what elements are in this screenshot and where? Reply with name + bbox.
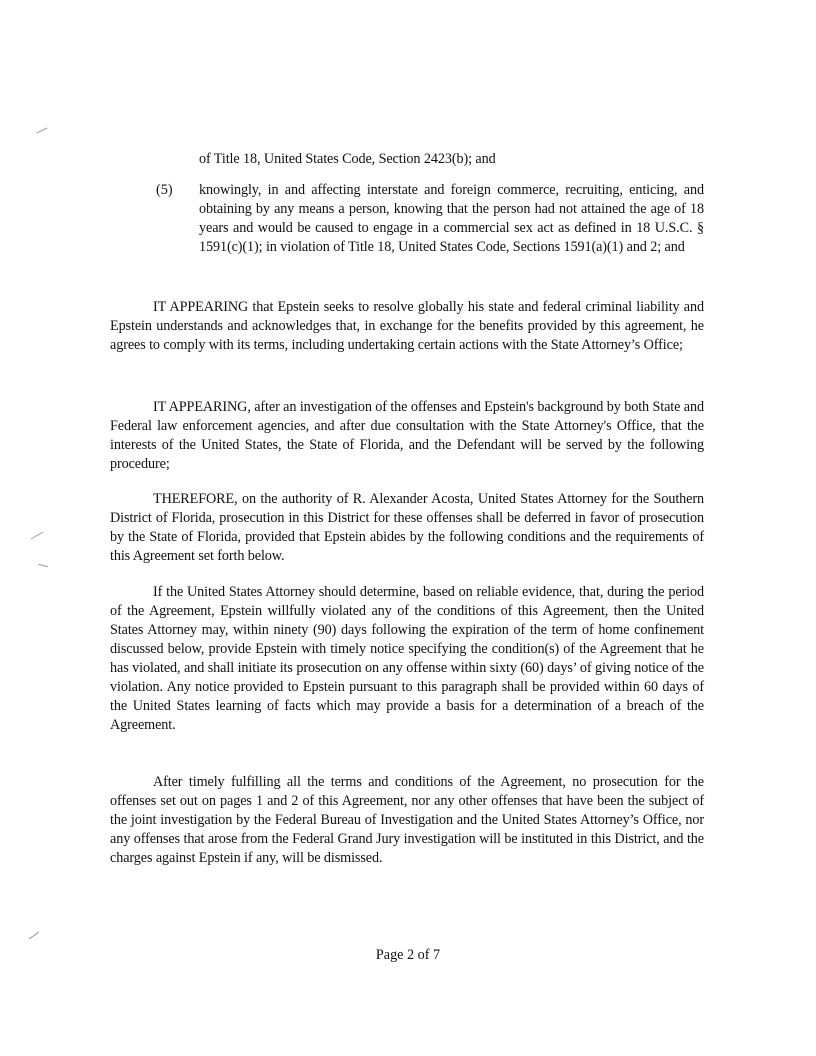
scan-mark [36,128,47,134]
paragraph-fulfillment: After timely fulfilling all the terms and conditions of the Agreement, no prosecution for the offenses set out on pages 1 and 2 of this Agreement, nor any other offenses that have been the subject of the joint investigation by the Federal Bureau of Investigation and the United States Attorney’s Office, nor any offenses that arose from the Federal Grand Jury investigation will be instituted in this District, and the charges against Epstein if any, will be dismissed. [110,774,704,866]
page-number-footer: Page 2 of 7 [375,947,441,963]
scan-mark [38,564,48,568]
scan-mark [29,932,39,940]
scan-mark [31,532,44,540]
paragraph-state-resolution: IT APPEARING that Epstein seeks to resolve globally his state and federal criminal liability and Epstein understands and acknowledges that, in exchange for the benefits provided by this agreement, he agrees to comply with its terms, including undertaking certain actions with the State Attorney’s Office; [110,299,704,353]
list-item-number: (5) [156,182,173,198]
list-item-text: knowingly, in and affecting interstate and foreign commerce, recruiting, enticing, and obtaining by any means a person, knowing that the person had not attained the age of 18 years and would be caused to engage in a commercial sex act as defined in 18 U.S.C. § 1591(c)(1); in violation of Title 18, United States Code, Sections 1591(a)(1) and 2; and [199,182,704,255]
paragraph-violation: If the United States Attorney should determine, based on reliable evidence, that, during the period of the Agreement, Epstein willfully violated any of the conditions of this Agreement, then the United States Attorney may, within ninety (90) days following the expiration of the term of home confinement discussed below, provide Epstein with timely notice specifying the condition(s) of the Agreement that he has violated, and shall initiate its prosecution on any offense within sixty (60) days’ of giving notice of the violation. Any notice provided to Epstein pursuant to this paragraph shall be provided within 60 days of the United States learning of facts which may provide a basis for a determination of a breach of the Agreement. [110,584,704,733]
paragraph-therefore: THEREFORE, on the authority of R. Alexander Acosta, United States Attorney for the Southern District of Florida, prosecution in this District for these offenses shall be deferred in favor of prosecution by the State of Florida, provided that Epstein abides by the following conditions and the requirements of this Agreement set forth below. [110,491,704,564]
paragraph-investigation: IT APPEARING, after an investigation of the offenses and Epstein's background by both State and Federal law enforcement agencies, and after due consultation with the State Attorney's Office, that the interests of the United States, the State of Florida, and the Defendant will be served by the following procedure; [110,399,704,472]
continuation-line: of Title 18, United States Code, Section 2423(b); and [199,151,496,167]
